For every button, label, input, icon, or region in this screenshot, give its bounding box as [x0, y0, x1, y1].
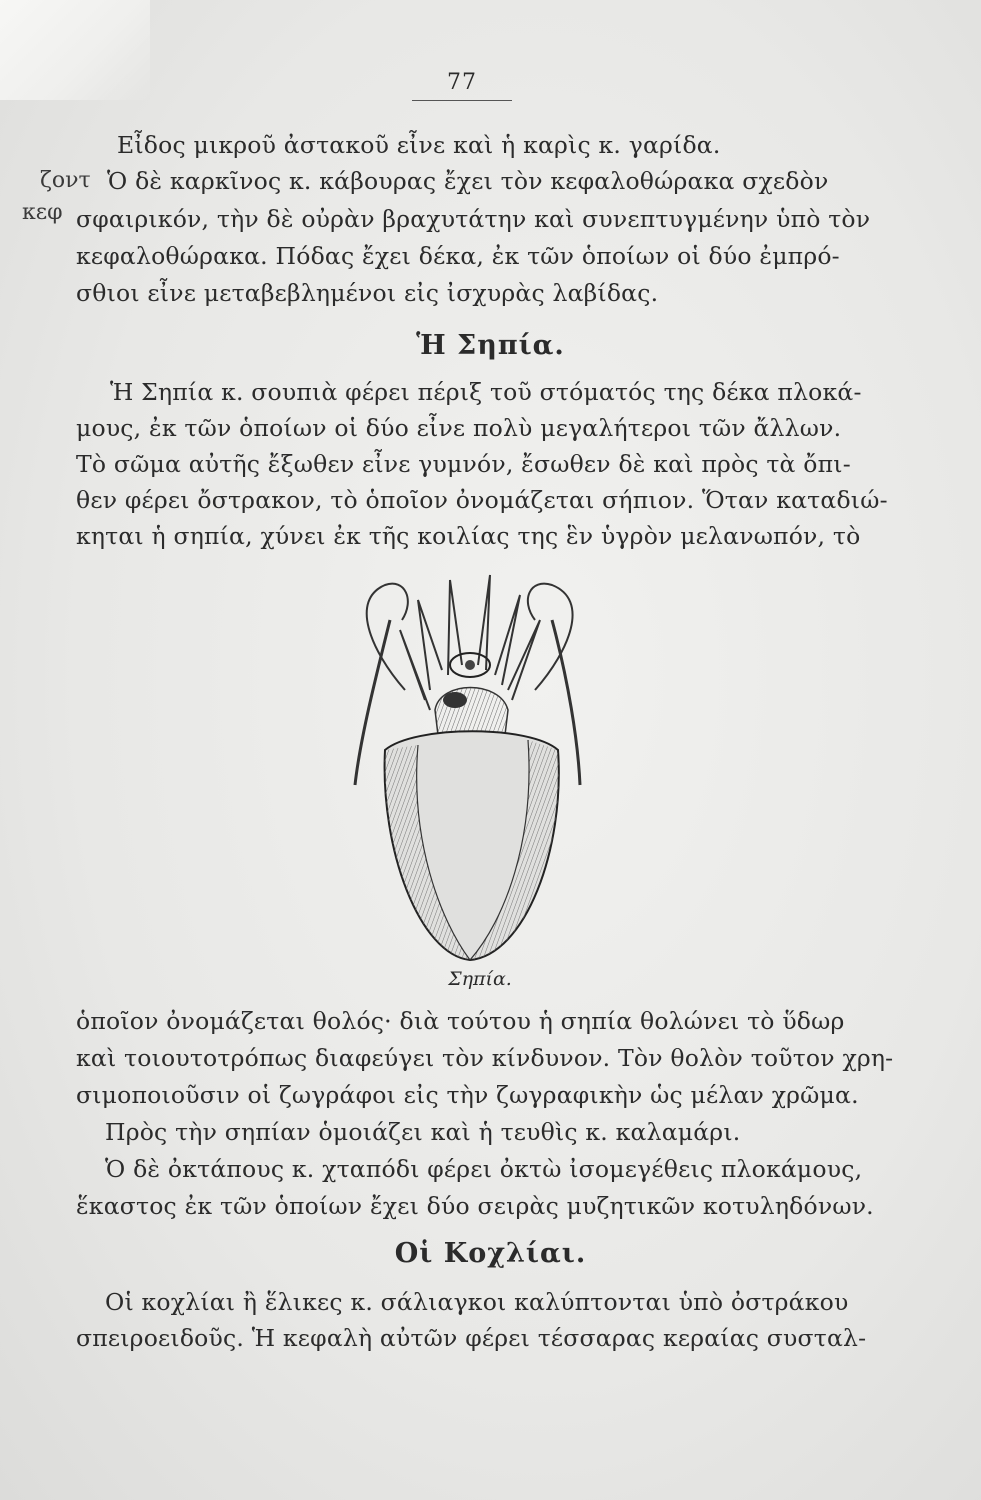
text-line: σπειροειδοῦς. Ἡ κεφαλὴ αὐτῶν φέρει τέσσαρας κεραίας συσταλ-	[76, 1324, 867, 1352]
text-line: Πρὸς τὴν σηπίαν ὁμοιάζει καὶ ἡ τευθὶς κ. καλαμάρι.	[105, 1118, 741, 1146]
section-heading: Ἡ Σηπία.	[416, 330, 565, 361]
page-number-rule	[412, 100, 512, 101]
text-line: Οἱ κοχλίαι ἢ ἕλικες κ. σάλιαγκοι καλύπτονται ὑπὸ ὀστράκου	[105, 1288, 849, 1316]
section-heading: Οἱ Κοχλίαι.	[394, 1238, 587, 1269]
text-line: καὶ τοιουτοτρόπως διαφεύγει τὸν κίνδυνον. Τὸν θολὸν τοῦτον χρη-	[76, 1044, 894, 1072]
marginal-fragment: κεφ	[22, 200, 63, 225]
text-line: ἕκαστος ἐκ τῶν ὁποίων ἔχει δύο σειρὰς μυζητικῶν κοτυληδόνων.	[76, 1192, 874, 1220]
marginal-fragment: ζοντ	[40, 168, 91, 193]
text-line: ὁποῖον ὀνομάζεται θολός· διὰ τούτου ἡ σηπία θολώνει τὸ ὕδωρ	[76, 1007, 845, 1035]
cuttlefish-illustration	[330, 560, 610, 970]
text-line: Εἶδος μικροῦ ἀστακοῦ εἶνε καὶ ἡ καρὶς κ. γαρίδα.	[117, 131, 721, 159]
text-line: σθιοι εἶνε μεταβεβλημένοι εἰς ἰσχυρὰς λαβίδας.	[76, 279, 659, 307]
text-line: Ὁ δὲ ὀκτάπους κ. χταπόδι φέρει ὀκτὼ ἰσομεγέθεις πλοκάμους,	[105, 1155, 863, 1183]
text-line: κηται ἡ σηπία, χύνει ἐκ τῆς κοιλίας της ἓν ὑγρὸν μελανωπόν, τὸ	[76, 522, 861, 550]
text-line: μους, ἐκ τῶν ὁποίων οἱ δύο εἶνε πολὺ μεγαλήτεροι τῶν ἄλλων.	[76, 414, 842, 442]
text-line: σφαιρικόν, τὴν δὲ οὐρὰν βραχυτάτην καὶ συνεπτυγμένην ὑπὸ τὸν	[76, 205, 871, 233]
text-line: Ἡ Σηπία κ. σουπιὰ φέρει πέριξ τοῦ στόματός της δέκα πλοκά-	[110, 378, 862, 406]
text-line: σιμοποιοῦσιν οἱ ζωγράφοι εἰς τὴν ζωγραφικὴν ὡς μέλαν χρῶμα.	[76, 1081, 859, 1109]
figure-caption: Σηπία.	[448, 968, 512, 990]
text-line: Ὁ δὲ καρκῖνος κ. κάβουρας ἔχει τὸν κεφαλοθώρακα σχεδὸν	[107, 167, 829, 195]
text-line: Τὸ σῶμα αὐτῆς ἔξωθεν εἶνε γυμνόν, ἔσωθεν δὲ καὶ πρὸς τὰ ὄπι-	[76, 450, 851, 478]
text-line: κεφαλοθώρακα. Πόδας ἔχει δέκα, ἐκ τῶν ὁποίων οἱ δύο ἐμπρό-	[76, 242, 840, 270]
torn-corner	[0, 0, 150, 100]
page-number: 77	[447, 70, 477, 95]
text-line: θεν φέρει ὄστρακον, τὸ ὁποῖον ὀνομάζεται σήπιον. Ὅταν καταδιώ-	[76, 486, 888, 514]
